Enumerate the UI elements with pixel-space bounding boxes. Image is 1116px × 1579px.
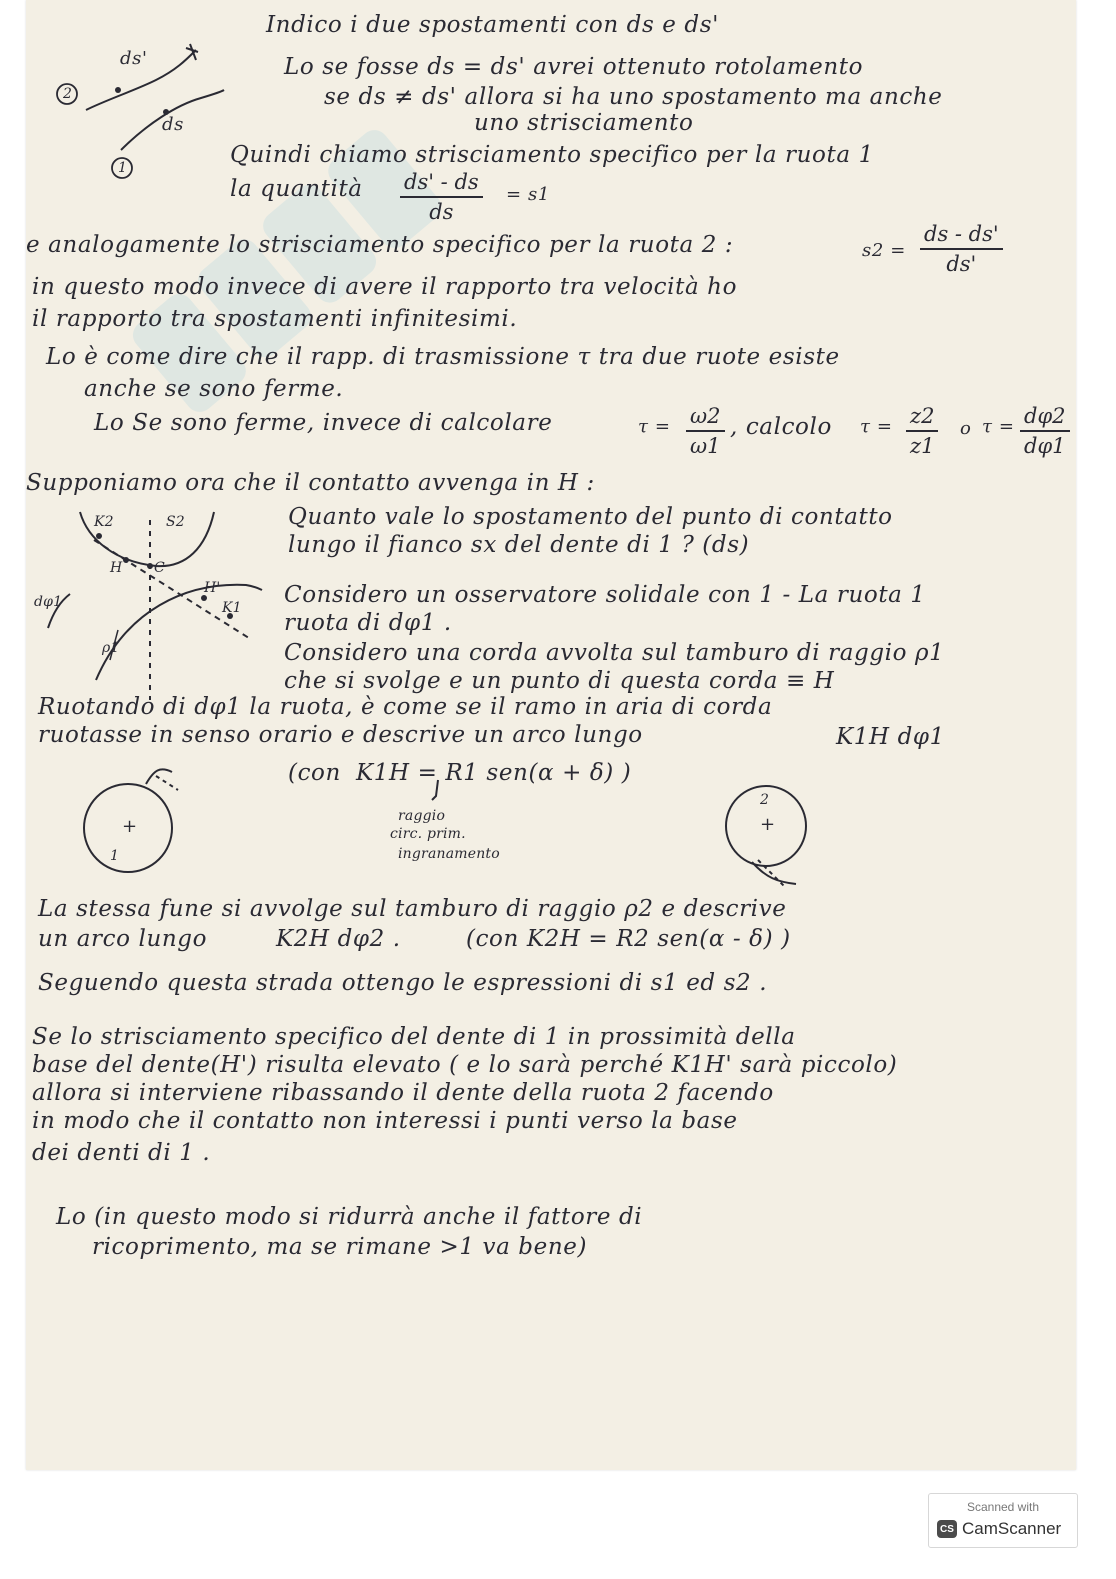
camscanner-name: CamScanner xyxy=(962,1519,1062,1538)
label-ds-prime: ds' xyxy=(120,48,148,69)
note-radius: raggio xyxy=(398,808,446,824)
text-line: Indico i due spostamenti con ds e ds' xyxy=(266,12,720,38)
text-line: dei denti di 1 . xyxy=(32,1140,211,1166)
label-ds: ds xyxy=(162,114,184,135)
label-s2: S2 xyxy=(166,514,185,530)
s1-rhs: = s1 xyxy=(506,184,550,205)
wheel2-center: + xyxy=(760,814,776,835)
text-line: uno strisciamento xyxy=(474,110,694,136)
camscanner-logo-icon: CS xyxy=(937,1520,957,1538)
text-line: Considero una corda avvolta sul tamburo di raggio ρ1 xyxy=(284,640,945,666)
text-line: il rapporto tra spostamenti infinitesimi. xyxy=(32,306,518,332)
wheel1-center: + xyxy=(122,816,138,837)
text-line: che si svolge e un punto di questa corda ≡ H xyxy=(284,668,835,694)
label-k1: K1 xyxy=(222,600,242,616)
text-line: Lo Se sono ferme, invece di calcolare xyxy=(94,410,553,436)
text-line: La stessa fune si avvolge sul tamburo di raggio ρ2 e descrive xyxy=(38,896,787,922)
note-pitch-circle: circ. prim. xyxy=(390,826,466,842)
text-line: anche se sono ferme. xyxy=(84,376,344,402)
label-c: C xyxy=(154,560,165,576)
tau-omega-lhs: τ = xyxy=(638,416,671,437)
scanned-with-text: Scanned with xyxy=(966,1500,1040,1514)
fraction-numerator: ds - ds' xyxy=(920,222,1003,250)
camscanner-brand xyxy=(937,1518,1061,1540)
text-line: Seguendo questa strada ottengo le espressioni di s1 ed s2 . xyxy=(38,970,768,996)
s2-lhs: s2 = xyxy=(862,240,906,261)
label-h: H xyxy=(110,560,123,576)
text-line: Lo (in questo modo si ridurrà anche il fattore di xyxy=(56,1204,643,1230)
tau-or: o xyxy=(960,418,972,439)
tau-phi-lhs: τ = xyxy=(982,416,1015,437)
text-line: , calcolo xyxy=(730,414,832,440)
text-line: ruotasse in senso orario e descrive un arco lungo xyxy=(38,722,643,748)
text-line: Quanto vale lo spostamento del punto di contatto xyxy=(288,504,893,530)
text-line: in modo che il contatto non interessi i punti verso la base xyxy=(32,1108,738,1134)
fraction-denominator: z1 xyxy=(910,434,935,458)
text-line: Lo è come dire che il rapp. di trasmissione τ tra due ruote esiste xyxy=(46,344,840,370)
text-line: Lo se fosse ds = ds' avrei ottenuto rotolamento xyxy=(284,54,864,80)
text-line: Quindi chiamo strisciamento specifico per la ruota 1 xyxy=(230,142,874,168)
text-line: se ds ≠ ds' allora si ha uno spostamento ma anche xyxy=(324,84,943,110)
text-line: Se lo strisciamento specifico del dente di 1 in prossimità della xyxy=(32,1024,796,1050)
label-wheel-1: 1 xyxy=(118,160,128,176)
text-line: lungo il fianco sx del dente di 1 ? (ds) xyxy=(288,532,750,558)
fraction-numerator: dφ2 xyxy=(1020,404,1070,432)
label-wheel-2: 2 xyxy=(63,86,73,102)
scanned-page xyxy=(26,0,1076,1470)
text-line: la quantità xyxy=(230,176,363,202)
fraction-denominator: dφ1 xyxy=(1024,434,1066,458)
label-h-prime: H' xyxy=(204,580,221,596)
text-line: Supponiamo ora che il contatto avvenga in H : xyxy=(26,470,595,496)
label-rho1: ρ1 xyxy=(102,640,120,656)
fraction-numerator: ds' - ds xyxy=(400,170,483,198)
text-line: e analogamente lo strisciamento specifico per la ruota 2 : xyxy=(26,232,734,258)
camscanner-badge xyxy=(928,1493,1078,1548)
text-line: ruota di dφ1 . xyxy=(284,610,452,636)
text-line: base del dente(H') risulta elevato ( e lo sarà perché K1H' sarà piccolo) xyxy=(32,1052,898,1078)
fraction-denominator: ω1 xyxy=(690,434,721,458)
text-line: allora si interviene ribassando il dente della ruota 2 facendo xyxy=(32,1080,774,1106)
label-k2: K2 xyxy=(94,514,114,530)
label-dphi1: dφ1 xyxy=(34,594,63,610)
text-line: Ruotando di dφ1 la ruota, è come se il ramo in aria di corda xyxy=(38,694,773,720)
arc-length-1: K1H dφ1 xyxy=(836,724,945,750)
wheel2-label: 2 xyxy=(760,792,770,808)
fraction-denominator: ds' xyxy=(946,252,977,276)
fraction-denominator: ds xyxy=(429,200,454,224)
fraction-numerator: z2 xyxy=(906,404,938,432)
fraction-numerator: ω2 xyxy=(686,404,725,432)
arc-length-2: K2H dφ2 . xyxy=(276,926,401,952)
text-line: Considero un osservatore solidale con 1 - La ruota 1 xyxy=(284,582,926,608)
diagram-wheels xyxy=(26,0,1076,900)
k2h-equation: (con K2H = R2 sen(α - δ) ) xyxy=(466,926,791,952)
note-meshing: ingranamento xyxy=(398,846,500,862)
k1h-equation: K1H = R1 sen(α + δ) ) xyxy=(356,760,632,786)
text-line: (con xyxy=(288,760,341,786)
tau-z-lhs: τ = xyxy=(860,416,893,437)
text-line: in questo modo invece di avere il rapporto tra velocità ho xyxy=(32,274,738,300)
text-line: un arco lungo xyxy=(38,926,208,952)
text-line: ricoprimento, ma se rimane >1 va bene) xyxy=(92,1234,588,1260)
wheel1-label: 1 xyxy=(110,848,120,864)
